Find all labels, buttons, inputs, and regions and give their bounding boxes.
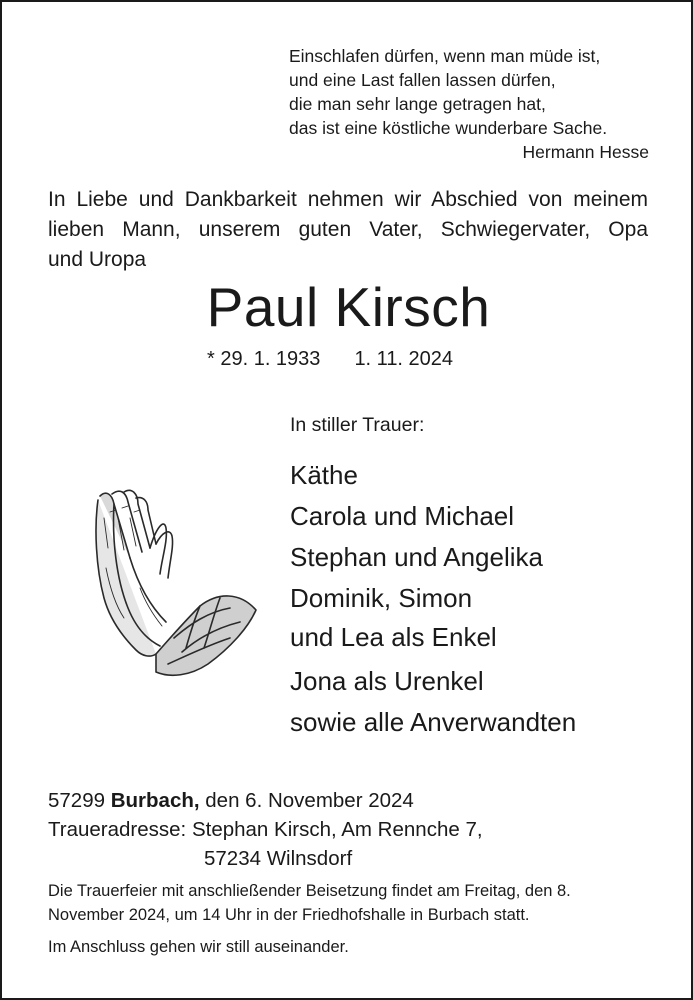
poem: [289, 44, 649, 164]
address-line: [48, 815, 648, 844]
address-street: Stephan Kirsch, Am Rennche 7,: [191, 818, 483, 841]
mourner-3: Stephan und Angelika: [290, 542, 543, 572]
funeral-text: Die Trauerfeier mit anschließender Beisetzung findet am Freitag, den 8. November 2024, um 14 Uhr in der Friedhofshalle in Burbach statt.: [48, 882, 571, 924]
intro-line-1: In Liebe und Dankbarkeit nehmen wir Abschied von meinem: [48, 188, 648, 211]
city: Burbach,: [110, 789, 200, 812]
funeral-notice: [48, 879, 650, 967]
life-dates: [207, 345, 507, 373]
mourner-1: Käthe: [290, 460, 358, 490]
mourner-4: Dominik, Simon: [290, 583, 473, 613]
mourner-6: Jona als Urenkel: [290, 666, 484, 696]
birth-date: * 29. 1. 1933: [207, 348, 321, 370]
poem-line-4: das ist eine köstliche wunderbare Sache.: [289, 118, 608, 138]
poem-line-2: und eine Last fallen lassen dürfen,: [289, 70, 556, 90]
poem-author: Hermann Hesse: [522, 142, 649, 162]
address-city: 57234 Wilnsdorf: [204, 847, 353, 870]
postcode: 57299: [48, 789, 106, 812]
death-date: 1. 11. 2024: [354, 348, 454, 370]
poem-line-1: Einschlafen dürfen, wenn man müde ist,: [289, 46, 601, 66]
poem-line-3: die man sehr lange getragen hat,: [289, 94, 546, 114]
address-label: Traueradresse:: [48, 818, 187, 841]
intro-text: [48, 185, 648, 275]
place-date-line: [48, 786, 648, 815]
place-and-address: [48, 786, 648, 873]
mourners-list: [290, 455, 670, 743]
deceased-name: Paul Kirsch: [206, 276, 491, 338]
intro-line-3: und Uropa: [48, 248, 147, 271]
closing-text: Im Anschluss gehen wir still auseinander.: [48, 938, 349, 956]
mourner-7: sowie alle Anverwandten: [290, 707, 577, 737]
intro-line-2: lieben Mann, unserem guten Vater, Schwiegervater, Opa: [48, 218, 648, 241]
mourner-2: Carola und Michael: [290, 501, 515, 531]
date-text: den 6. November 2024: [205, 789, 414, 812]
mourning-label: In stiller Trauer:: [290, 414, 425, 436]
mourner-5: und Lea als Enkel: [290, 622, 497, 652]
praying-hands-icon: [90, 488, 262, 684]
